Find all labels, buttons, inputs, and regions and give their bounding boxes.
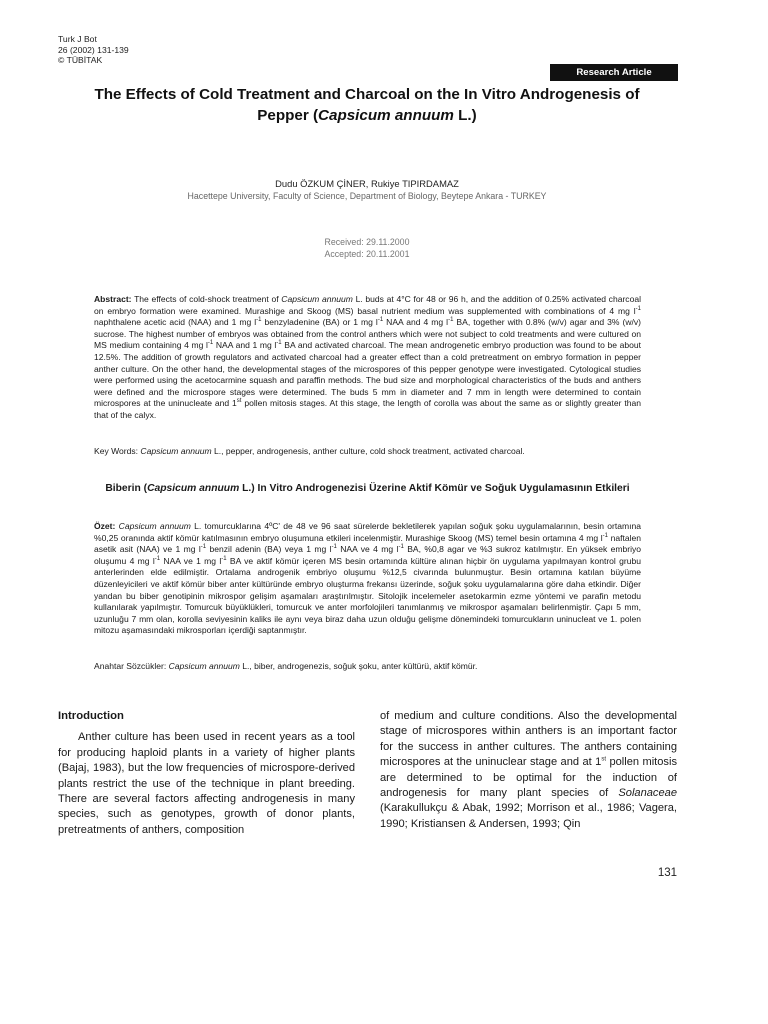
ozet-text: naftalen asetik asit (NAA) ve 1 mg l xyxy=(94,532,641,555)
ozet-text: oranında aktif kömür katılmasının embryo oluşumuna etkileri incelenmiştir. Murashige Skoog (MS) temel besin ortamına 4 mg l xyxy=(118,532,603,543)
intro-text: pollen mitosis are determined to be optimal for the induction of androgenesis for many plant species of xyxy=(380,756,677,800)
turkish-title xyxy=(94,482,641,496)
page-number: 131 xyxy=(657,867,677,879)
title-part1: The Effects of Cold Treatment and Charcoal on the In Vitro Androgenesis of Pepper ( xyxy=(94,86,640,124)
superscript: -1 xyxy=(200,544,207,551)
keywords xyxy=(94,446,641,458)
ozet-text: NAA ve 4 mg l xyxy=(336,544,399,555)
superscript: -1 xyxy=(256,317,262,324)
intro-left-column xyxy=(58,709,355,838)
dates xyxy=(84,237,650,260)
intro-paragraph-continued xyxy=(380,709,677,832)
ozet-text: L. tomurcuklarına 4ºC' de 48 ve 96 saat sürelerde bekletilerek yapılan soğuk şoku uygulamalarının, besin ortamına %0,25 xyxy=(94,521,641,543)
superscript: -1 xyxy=(154,555,161,562)
superscript: -1 xyxy=(221,555,227,562)
keywords-label: Key Words: xyxy=(94,446,139,456)
anahtar-text: L., biber, androgenezis, soğuk şoku, anter kültürü, aktif kömür. xyxy=(239,661,478,671)
received-date: Received: 29.11.2000 xyxy=(324,237,410,247)
anahtar-label: Anahtar Sözcükler: xyxy=(94,661,167,671)
ozet-text: BA ve aktif kömür içeren MS besin ortamında kültüre alınan hiçbir ön uygulama yapılmayan kontrol grubu anterlerinden elde edilmiştir. Ortalama androgenik embriyo oluşumu %12,5 civarında bulunmuştur. Besin ortamına katılan büyüme düzenleyicileri ve aktif kömür biber anter kültüründe embryo oluşturma frekansı üzerinde, soğuk şoku uygulamalarına göre daha etkindir. Diğer yandan bu biber genotipinin mikrospor gelişim aşamaları araştırılmıştır. Sitolojik incelemeler asetokarmin ezme yöntemi ve parafin metodu kullanılarak yapılmıştır. Tomurcuk büyüklükleri, tomurcuk ve anter morfolojileri tanımlanmış ve mikrospor aşamaları belirlenmiştir. Çapı 5 mm, uzunluğu 7 mm olan, korolla seviyesinin kaliks ile aynı veya biraz daha uzun olduğu gelişme dönemindeki tomurcukların uninucleat ve 1. polen mitozu aşamasındaki mikrosporları içerdiği saptanmıştır. xyxy=(94,555,641,636)
superscript: -1 xyxy=(276,340,282,347)
abstract-text: L. buds at 4°C for 48 or 96 h, and the addition of 0.25% activated charcoal on embryo formation were examined. Murashige and Skoog (MS) basal nutrient medium was supplemented with combinations of 4 mg l xyxy=(94,294,641,316)
accepted-date: Accepted: 20.11.2001 xyxy=(324,248,410,259)
ozet-text: NAA ve 1 mg l xyxy=(160,555,222,566)
tr-title-species: Capsicum annuum xyxy=(147,483,240,494)
intro-paragraph: Anther culture has been used in recent years as a tool for producing haploid plants in a variety of higher plants (Bajaj, 1983), but the low frequencies of microspore-derived plants restrict the use of the technique in plant breeding. There are several factors affecting androgenesis in many species, such as genotypes, growth of donor plants, pretreatments of anthers, composition xyxy=(58,731,355,836)
superscript: st xyxy=(601,756,607,763)
authors: Dudu ÖZKUM ÇİNER, Rukiye TIPIRDAMAZ xyxy=(275,178,459,189)
abstract-text: naphthalene acetic acid (NAA) and 1 mg l xyxy=(94,317,257,328)
abstract-text: BA and activated charcoal. The mean androgenetic embryo production was found to be about 12.5%. The addition of growth regulators and activated charcoal had a greater effect than a cold pretreatment on embryo formation in pepper anther culture. On the other hand, the developmental stages of the microspores of this pepper genotype were investigated. Cytological studies were performed using the acetocarmine squash and paraffin methods. The bud size and morphological characteristics of the buds and anthers were defined and the microspore stages were determined. The buds 5 mm in diameter and 7 mm in length were determined to contain microspores at the uninucleate and 1 xyxy=(94,340,641,409)
keywords-text: L., pepper, androgenesis, anther culture, cold shock treatment, activated charcoal. xyxy=(211,446,525,456)
abstract-text: The effects of cold-shock treatment of xyxy=(131,294,282,304)
superscript: -1 xyxy=(398,544,404,551)
superscript: -1 xyxy=(448,317,454,324)
affiliation: Hacettepe University, Faculty of Science, Department of Biology, Beytepe Ankara - TURKEY xyxy=(187,191,547,201)
journal-info xyxy=(58,34,129,66)
tr-title-part1: Biberin ( xyxy=(105,483,148,494)
abstract-text: NAA and 1 mg l xyxy=(213,340,277,351)
journal-volume: 26 (2002) 131-139 xyxy=(58,44,129,55)
abstract-text: benzyladenine (BA) or 1 mg l xyxy=(261,317,378,328)
superscript: -1 xyxy=(635,305,641,312)
turkish-abstract xyxy=(94,521,641,637)
abstract-label: Abstract: xyxy=(94,294,132,304)
abstract-text: NAA and 4 mg l xyxy=(383,317,449,328)
title-species: Capsicum annuum xyxy=(318,107,454,124)
section-heading: Introduction xyxy=(58,710,124,722)
abstract xyxy=(94,294,641,422)
paper-title xyxy=(84,84,650,126)
abstract-text: BA, together with 0.8% (w/v) agar and 3% (w/v) sucrose. The highest number of embryos was obtained from the control anthers which were not subject to cold treatments and were cultured on MS medium containing 4 mg l xyxy=(94,317,642,351)
intro-right-column xyxy=(380,709,677,832)
abstract-text: pollen mitosis stages. At this stage, the length of corolla was about the same as or slightly greater than that of the calyx. xyxy=(94,398,641,420)
journal-name: Turk J Bot xyxy=(58,34,97,44)
ozet-label: Özet: xyxy=(94,521,116,531)
keywords-species: Capsicum annuum xyxy=(140,446,212,456)
abstract-species: Capsicum annuum xyxy=(281,294,353,304)
superscript: -1 xyxy=(207,340,214,347)
tr-title-part2: L.) In Vitro Androgenezisi Üzerine Aktif Kömür ve Soğuk Uygulamasının Etkileri xyxy=(239,483,630,494)
journal-publisher: © TÜBİTAK xyxy=(58,55,103,66)
superscript: st xyxy=(236,398,242,405)
superscript: -1 xyxy=(377,317,384,324)
title-part2: L.) xyxy=(453,107,477,124)
turkish-keywords xyxy=(94,661,641,673)
article-type-badge: Research Article xyxy=(550,64,678,81)
ozet-text: benzil adenin (BA) veya 1 mg l xyxy=(206,544,332,555)
superscript: -1 xyxy=(331,544,337,551)
intro-family: Solanaceae xyxy=(618,787,677,800)
intro-text: of medium and culture conditions. Also the developmental stage of microspores within anthers is an important factor for the success in anther cultures. The anthers containing microspores at the uninuclear stage and at 1 xyxy=(380,710,677,769)
superscript: -1 xyxy=(602,532,608,539)
ozet-species: Capsicum annuum xyxy=(118,521,191,531)
ozet-text: BA, %0,8 agar ve %3 sukroz katılmıştır. En yüksek embriyo oluşumu 4 mg l xyxy=(94,544,642,566)
anahtar-species: Capsicum annuum xyxy=(168,661,240,671)
intro-text: (Karakullukçu & Abak, 1992; Morrison et al., 1986; Vagera, 1990; Kristiansen & Andersen, 1993; Qin xyxy=(380,802,677,830)
